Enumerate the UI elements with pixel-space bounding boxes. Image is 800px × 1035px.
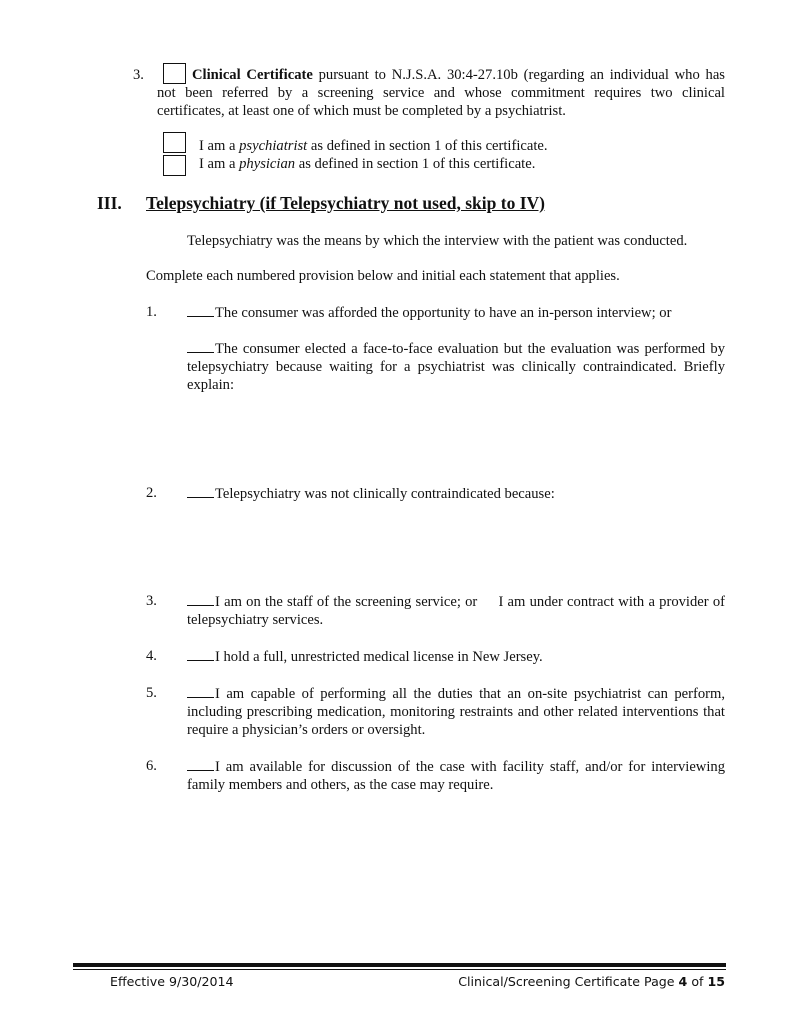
section-instruction: Complete each numbered provision below and initial each statement that applies.: [146, 268, 620, 284]
item-number: 4.: [146, 648, 157, 664]
psychiatrist-checkbox[interactable]: [163, 132, 186, 153]
page-total: 15: [707, 974, 725, 989]
provision-item-1a: The consumer was afforded the opportunity to have an in-person interview; or: [187, 303, 725, 322]
item-number: 2.: [146, 485, 157, 501]
clinical-certificate-text: Clinical Certificate pursuant to N.J.S.A. 30:4-27.10b (regarding an individual who has not been referred by a screening service and whose commitment requires two clinical certificates, at least one of which must be completed by a psychiatrist.: [157, 67, 725, 119]
initials-blank[interactable]: [187, 303, 214, 317]
physician-checkbox[interactable]: [163, 155, 186, 176]
item-number: 6.: [146, 758, 157, 774]
item-number: 5.: [146, 685, 157, 701]
provision-item-5: I am capable of performing all the duties that an on-site psychiatrist can perform, including prescribing medication, monitoring restraints and other related interventions that require a physician’s orders or oversight.: [187, 686, 725, 738]
provision-item-1b: The consumer elected a face-to-face evaluation but the evaluation was performed by telepsychiatry because waiting for a psychiatrist was clinically contraindicated. Briefly explain:: [187, 341, 725, 393]
provision-item-4: I hold a full, unrestricted medical license in New Jersey.: [187, 647, 725, 666]
physician-option-label: I am a physician as defined in section 1 of this certificate.: [199, 156, 536, 172]
initials-blank[interactable]: [187, 339, 214, 353]
section-intro: Telepsychiatry was the means by which the interview with the patient was conducted.: [187, 233, 688, 249]
psychiatrist-option-label: I am a psychiatrist as defined in section 1 of this certificate.: [199, 138, 548, 154]
footer-rule-thick: [73, 963, 726, 967]
initials-blank[interactable]: [187, 647, 214, 661]
initials-blank[interactable]: [187, 684, 214, 698]
initials-blank[interactable]: [187, 757, 214, 771]
item-number: 1.: [146, 304, 157, 320]
footer-rule-thin: [73, 969, 726, 970]
section-iii-heading: [97, 194, 122, 212]
initials-blank[interactable]: [187, 484, 214, 498]
item-number: 3.: [133, 67, 144, 83]
provision-item-6: I am available for discussion of the case with facility staff, and/or for interviewing family members and others, as the case may require.: [187, 759, 725, 793]
item-number: 3.: [146, 593, 157, 609]
page-current: 4: [678, 974, 688, 989]
footer-effective-date: Effective 9/30/2014: [110, 974, 234, 989]
initials-blank[interactable]: [187, 592, 214, 606]
section-title: Telepsychiatry (if Telepsychiatry not used, skip to IV): [146, 193, 545, 213]
clinical-certificate-title: Clinical Certificate: [192, 67, 313, 83]
footer-page-info: Clinical/Screening Certificate Page 4 of 15: [458, 974, 725, 989]
section-numeral: III.: [97, 193, 122, 213]
provision-item-3: I am on the staff of the screening service; or I am under contract with a provider of telepsychiatry services.: [187, 594, 729, 628]
provision-item-2: Telepsychiatry was not clinically contraindicated because:: [187, 484, 725, 503]
